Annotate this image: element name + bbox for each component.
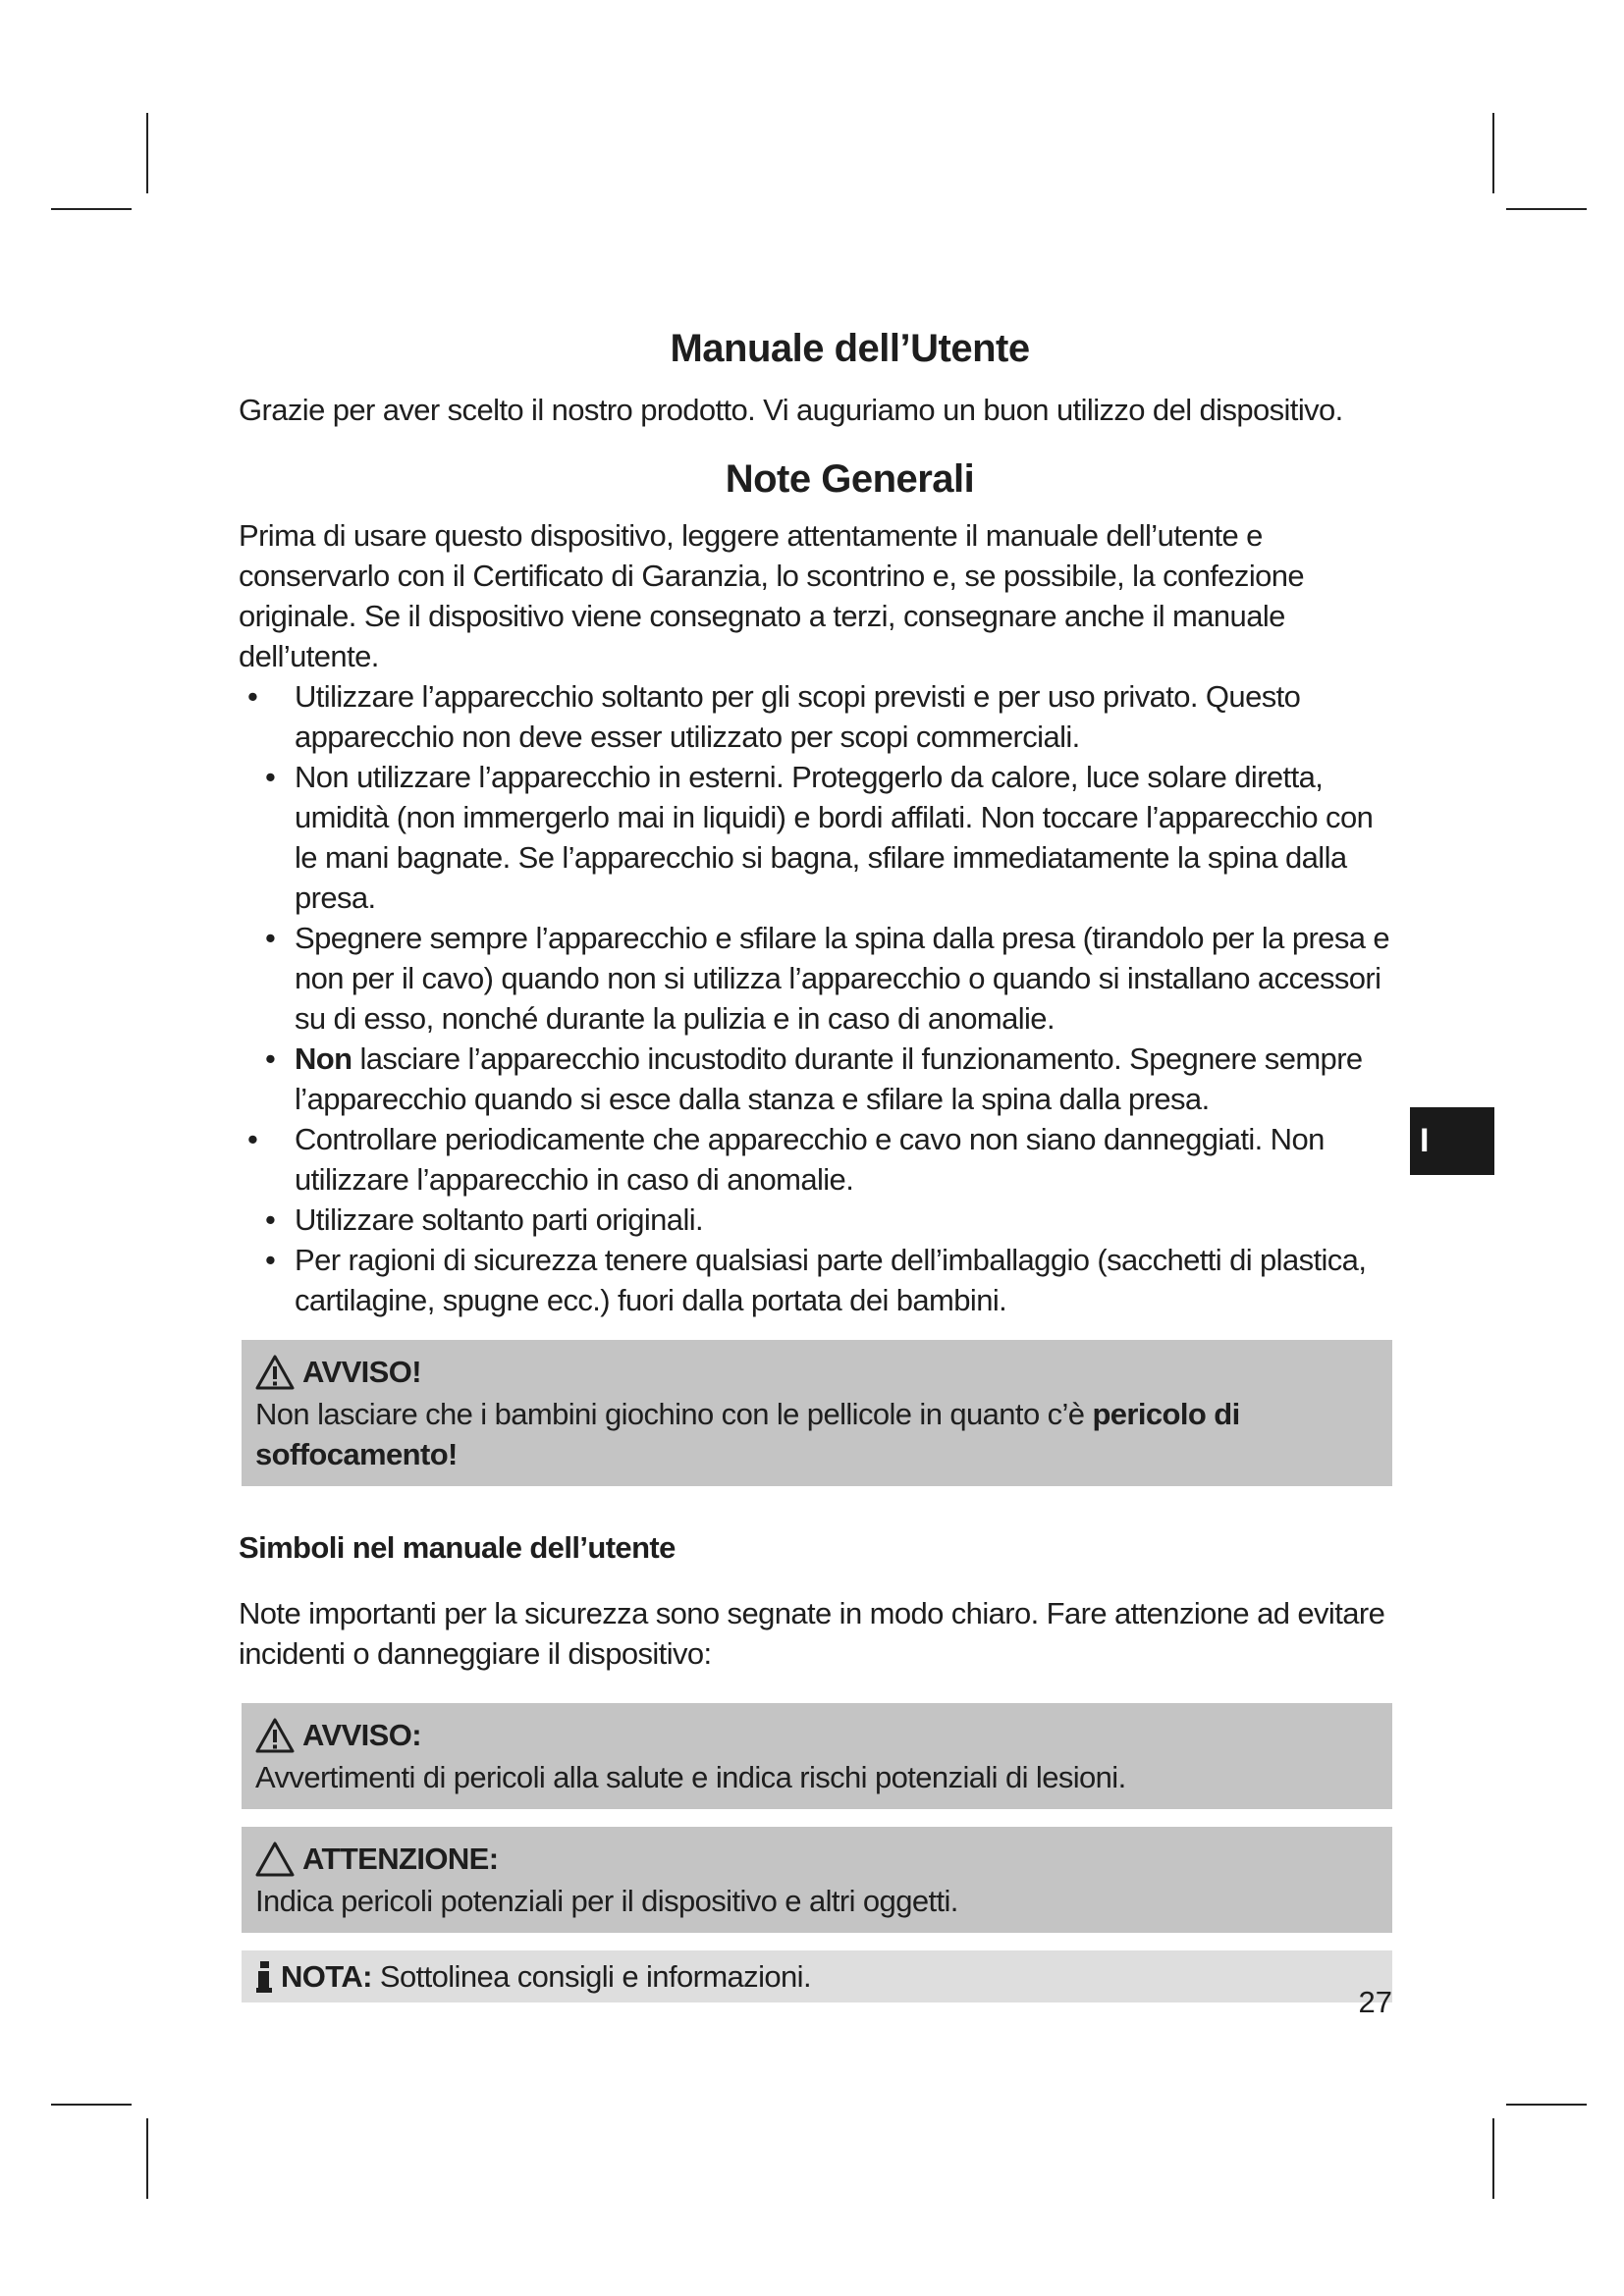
- section-heading-general: Note Generali: [725, 457, 975, 501]
- warning-triangle-icon: [255, 1355, 295, 1390]
- general-bullet-list: [239, 676, 1392, 1320]
- list-item: • Spegnere sempre l’apparecchio e sfilare la spina dalla presa (tirandolo per la presa e non per il cavo) quando non si utilizza l’apparecchio o quando si installano accessori su di esso, nonché durante la pulizia e in caso di anomalie.: [239, 918, 1392, 1039]
- avviso-box-header: [255, 1713, 1379, 1757]
- attenzione-text: Indica pericoli potenziali per il dispositivo e altri oggetti.: [255, 1884, 958, 1918]
- page-title: Manuale dell’Utente: [670, 327, 1030, 370]
- bullet-icon: •: [247, 1122, 258, 1156]
- crop-mark: [51, 208, 132, 210]
- warning-box-header: [255, 1350, 1379, 1394]
- warning-triangle-icon: [255, 1718, 295, 1753]
- crop-mark: [146, 2118, 148, 2199]
- warning-label: AVVISO!: [302, 1355, 421, 1389]
- crop-mark: [1506, 2104, 1587, 2106]
- avviso-box: [242, 1703, 1392, 1809]
- caution-triangle-icon: [255, 1842, 295, 1877]
- crop-mark: [146, 113, 148, 193]
- bullet-icon: •: [265, 760, 276, 794]
- nota-label: NOTA:: [281, 1959, 372, 1994]
- list-item: • Non utilizzare l’apparecchio in esterni. Proteggerlo da calore, luce solare diretta, umidità (non immergerlo mai in liquidi) e bordi affilati. Non toccare l’apparecchio con le mani bagnate. Se l’apparecchio si bagna, sfilare immediatamente la spina dalla presa.: [239, 757, 1392, 918]
- language-tab: I: [1410, 1107, 1494, 1175]
- symbols-paragraph: Note importanti per la sicurezza sono segnate in modo chiaro. Fare attenzione ad evitare incidenti o danneggiare il dispositivo:: [239, 1596, 1385, 1671]
- list-item: • Non lasciare l’apparecchio incustodito durante il funzionamento. Spegnere sempre l’apparecchio quando si esce dalla stanza e sfilare la spina dalla presa.: [239, 1039, 1392, 1119]
- list-item: • Utilizzare l’apparecchio soltanto per gli scopi previsti e per uso privato. Questo apparecchio non deve esser utilizzato per scopi commerciali.: [239, 676, 1392, 757]
- crop-mark: [51, 2104, 132, 2106]
- nota-text: Sottolinea consigli e informazioni.: [371, 1959, 811, 1994]
- avviso-label: AVVISO:: [302, 1718, 421, 1752]
- page-number: 27: [1358, 1985, 1392, 2019]
- bold-non: Non: [295, 1041, 352, 1076]
- bullet-icon: •: [265, 1243, 276, 1277]
- warning-text: Non lasciare che i bambini giochino con le pellicole in quanto c’è pericolo di soffocamento!: [255, 1397, 1240, 1471]
- crop-mark: [1492, 113, 1494, 193]
- list-item: • Controllare periodicamente che apparecchio e cavo non siano danneggiati. Non utilizzare l’apparecchio in caso di anomalie.: [239, 1119, 1392, 1200]
- crop-mark: [1506, 208, 1587, 210]
- attenzione-label: ATTENZIONE:: [302, 1842, 499, 1876]
- bullet-icon: •: [265, 1041, 276, 1076]
- nota-box: [242, 1950, 1392, 2002]
- nota-line: [255, 1956, 1379, 1997]
- avviso-text: Avvertimenti di pericoli alla salute e indica rischi potenziali di lesioni.: [255, 1760, 1126, 1794]
- attenzione-box: [242, 1827, 1392, 1933]
- info-icon: [255, 1961, 273, 1993]
- warning-box: [242, 1340, 1392, 1486]
- symbols-heading: Simboli nel manuale dell’utente: [239, 1530, 676, 1565]
- intro-text: Grazie per aver scelto il nostro prodotto. Vi auguriamo un buon utilizzo del dispositivo.: [239, 393, 1343, 427]
- bullet-icon: •: [265, 921, 276, 955]
- general-paragraph: Prima di usare questo dispositivo, leggere attentamente il manuale dell’utente e conservarlo con il Certificato di Garanzia, lo scontrino e, se possibile, la confezione originale. Se il dispositivo viene consegnato a terzi, consegnare anche il manuale dell’utente.: [239, 518, 1305, 673]
- bullet-icon: •: [265, 1202, 276, 1237]
- crop-mark: [1492, 2118, 1494, 2199]
- list-item: • Per ragioni di sicurezza tenere qualsiasi parte dell’imballaggio (sacchetti di plastica, cartilagine, spugne ecc.) fuori dalla portata dei bambini.: [239, 1240, 1392, 1320]
- list-item: • Utilizzare soltanto parti originali.: [239, 1200, 1392, 1240]
- attenzione-box-header: [255, 1837, 1379, 1881]
- page-content: [239, 324, 1392, 2002]
- warning-bold-text: pericolo di soffocamento!: [255, 1397, 1240, 1471]
- bullet-icon: •: [247, 679, 258, 714]
